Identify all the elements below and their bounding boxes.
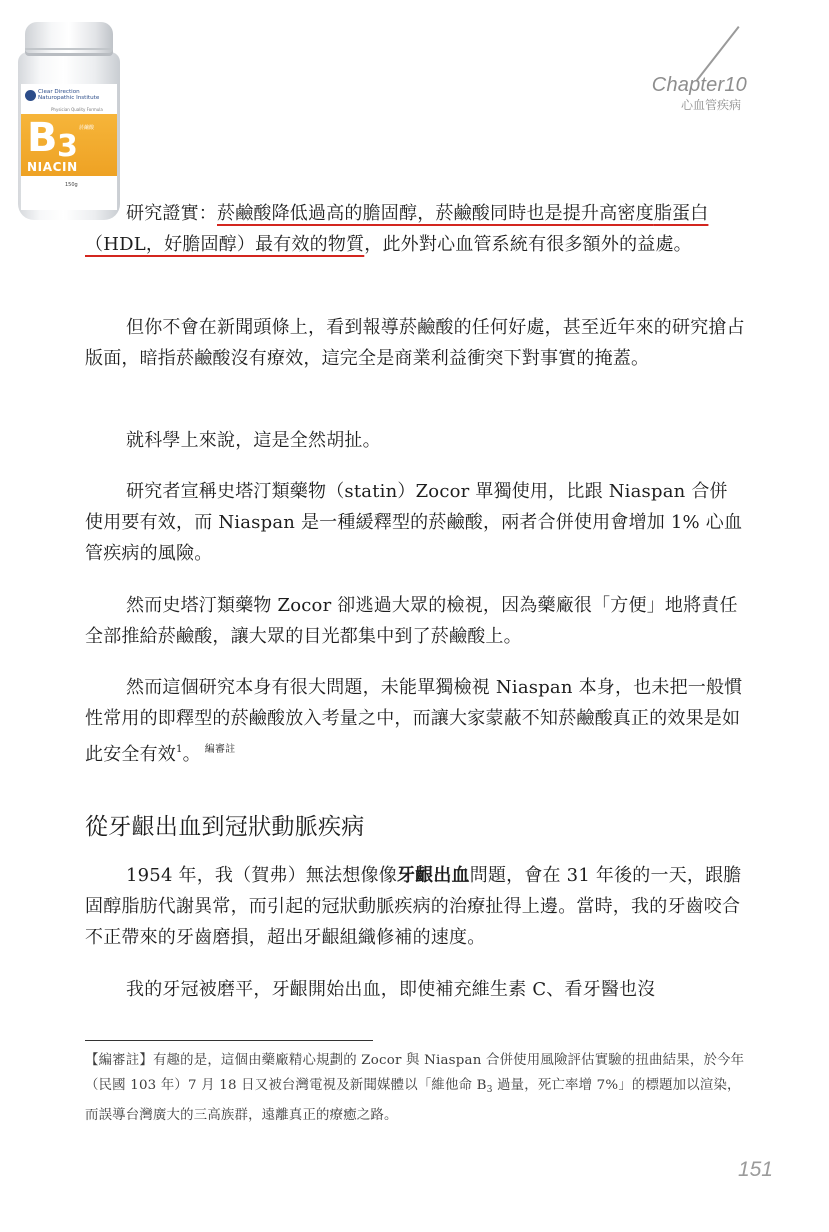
paragraph-3: 就科學上來說，這是全然胡扯。 — [126, 430, 381, 451]
footnote: 【編審註】有趣的是，這個由藥廠精心規劃的 Zocor 與 Niaspan 合併使用風險評估實驗的扭曲結果，於今年（民國 103 年）7 月 18 日又被台灣電視及新聞媒體以「維他命 $B_3$ 過量，死亡率增 7%」的標題加以渲染，而誤導台灣廣大的三高族群，遠離真正的療癒之路。 — [85, 1053, 745, 1123]
chapter-subtitle: 心血管疾病 — [680, 98, 741, 112]
paragraph-4: 研究者宣稱史塔汀類藥物（statin）Zocor 單獨使用，比跟 Niaspan 合併使用要有效，而 Niaspan 是一種緩釋型的菸鹼酸，兩者合併使用會增加 1% 心血管疾病的風險。 — [85, 481, 743, 564]
footnote-ref[interactable]: 1 — [176, 744, 183, 755]
bottle-cap — [25, 22, 113, 56]
page-number: 151 — [737, 1158, 773, 1181]
section-title: 從牙齦出血到冠狀動脈疾病 — [85, 814, 365, 840]
bold-gum-bleeding: 牙齦出血 — [396, 865, 470, 886]
p1-lead: 研究證實： — [126, 203, 217, 224]
label-niacin: NIACIN — [27, 160, 78, 174]
paragraph-8: 我的牙冠被磨平，牙齦開始出血，即使補充維生素 C、看牙醫也沒 — [126, 979, 656, 1000]
label-chinese-name: 菸鹼酸 — [79, 125, 95, 131]
brand-name: Clear Direction Naturopathic Institute — [38, 89, 100, 102]
paragraph-2: 但你不會在新聞頭條上，看到報導菸鹼酸的任何好處，甚至近年來的研究搶占版面，暗指菸鹼酸沒有療效，這完全是商業利益衝突下對事實的掩蓋。 — [85, 317, 745, 369]
brand-tagline: Physician Quality Formula — [51, 107, 103, 112]
paragraph-5: 然而史塔汀類藥物 Zocor 卻逃過大眾的檢視，因為藥廠很「方便」地將責任全部推給菸鹼酸，讓大眾的目光都集中到了菸鹼酸上。 — [85, 595, 738, 647]
paragraph-7: 1954 年，我（賀弗）無法想像像牙齦出血問題，會在 31 年後的一天，跟膽固醇脂肪代謝異常，而引起的冠狀動脈疾病的治療扯得上邊。當時，我的牙齒咬合不正帶來的牙齒磨損，超出牙齦組織修補的速度。 — [85, 865, 742, 948]
niacin-bottle-image — [18, 22, 120, 222]
p1-underlined-1: 菸鹼酸降低過高的膽固醇，菸鹼酸同時也是提升高密度 — [217, 203, 654, 224]
footnote-rule — [85, 1040, 373, 1041]
bottle-label — [21, 84, 117, 210]
label-b: B — [27, 115, 58, 161]
chapter-label: Chapter10 — [651, 74, 747, 96]
paragraph-6: 然而這個研究本身有很大問題，未能單獨檢視 Niaspan 本身，也未把一般慣性常用的即釋型的菸鹼酸放入考量之中，而讓大家蒙蔽不知菸鹼酸真正的效果是如此安全有效$^1$。 $^{編審註}$ — [85, 677, 743, 765]
brand-logo-icon — [25, 90, 36, 101]
p1-underlined-2: 脂蛋白（HDL，好膽固醇）最有效的物質 — [85, 203, 709, 255]
p1-tail: ，此外對心血管系統有很多額外的益處。 — [364, 234, 692, 255]
label-3: 3 — [57, 129, 78, 164]
paragraph-1 — [85, 198, 745, 260]
header-divider — [696, 26, 739, 81]
editor-note-ref[interactable]: 編審註 — [204, 744, 236, 755]
label-weight: 150g — [65, 182, 78, 188]
